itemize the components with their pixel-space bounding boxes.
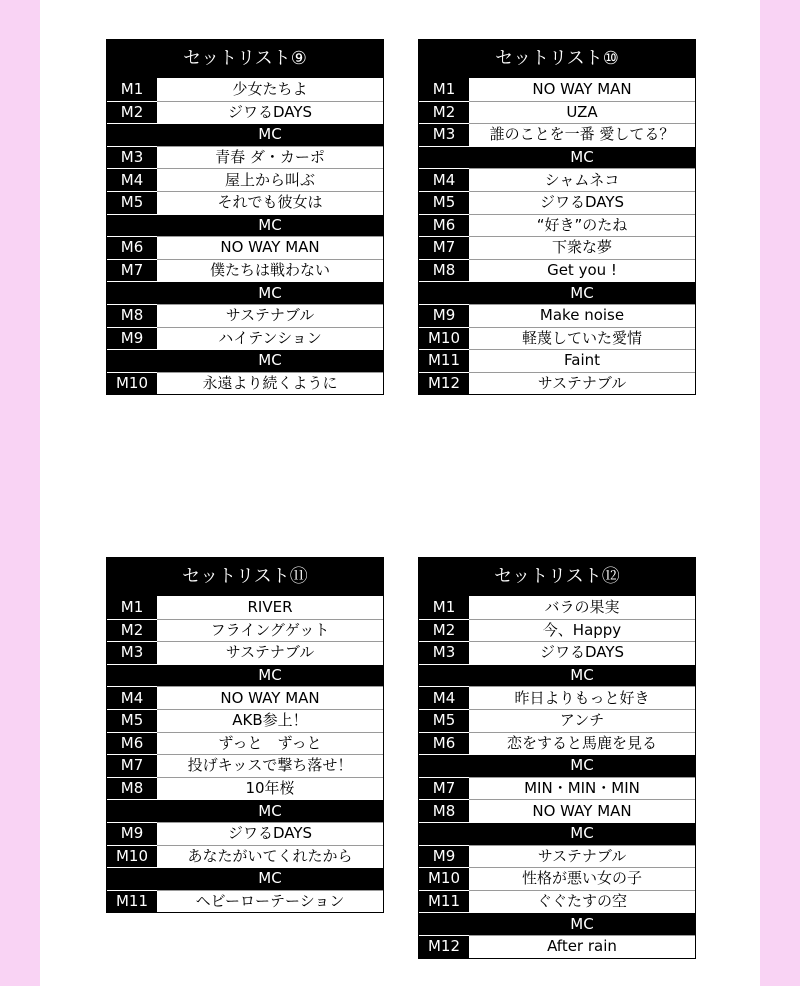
setlist-row: [419, 304, 695, 327]
track-number: M4: [419, 168, 469, 191]
mc-divider: MC: [419, 754, 695, 777]
setlist-row: [419, 101, 695, 124]
setlist-9: [106, 39, 384, 395]
song-title: Make noise: [469, 304, 695, 327]
track-number: M6: [419, 732, 469, 755]
song-title: RIVER: [247, 597, 293, 616]
setlist-title: セットリスト⑩: [419, 39, 695, 78]
setlist-row: [107, 236, 383, 259]
song-title: ずっと ずっと: [157, 732, 383, 755]
mc-divider: MC: [107, 214, 383, 237]
setlist-row: [107, 845, 383, 868]
track-number: M7: [107, 259, 157, 282]
track-number: M5: [419, 191, 469, 214]
song-title: 恋をすると馬鹿を見る: [469, 732, 695, 755]
setlist-row: [419, 214, 695, 237]
song-title: シャムネコ: [469, 168, 695, 191]
setlist-row: [107, 822, 383, 845]
setlist-row: [419, 686, 695, 709]
track-number: M10: [419, 867, 469, 890]
setlist-row: [419, 732, 695, 755]
setlist-row: [107, 304, 383, 327]
setlist-row: [419, 799, 695, 822]
song-title: “好き”のたね: [469, 214, 695, 237]
track-number: M2: [419, 619, 469, 642]
setlist-row: [107, 709, 383, 732]
song-title: サステナブル: [157, 641, 383, 664]
setlist-row: [419, 596, 695, 619]
track-number: M2: [107, 101, 157, 124]
track-number: M10: [107, 372, 157, 395]
song-title: 下衆な夢: [469, 236, 695, 259]
track-number: M12: [419, 935, 469, 958]
track-number: M1: [419, 596, 469, 619]
track-number: M2: [419, 101, 469, 124]
song-title: ジワるDAYS: [469, 191, 695, 214]
track-number: M11: [419, 349, 469, 372]
track-number: M6: [107, 732, 157, 755]
setlist-row: [107, 686, 383, 709]
setlist-row: [107, 327, 383, 350]
song-title: サステナブル: [469, 372, 695, 395]
song-title: 投げキッスで撃ち落せ！: [157, 754, 383, 777]
mc-divider: MC: [107, 123, 383, 146]
track-number: M3: [107, 146, 157, 169]
song-title: ヘビーローテーション: [157, 890, 383, 913]
setlist-row: [107, 754, 383, 777]
song-title: あなたがいてくれたから: [157, 845, 383, 868]
mc-divider: MC: [107, 867, 383, 890]
track-number: M11: [419, 890, 469, 913]
song-title: バラの果実: [544, 597, 620, 616]
setlist-row: [107, 596, 383, 619]
setlist-row: [419, 867, 695, 890]
setlist-row: [107, 890, 383, 913]
setlist-row: [419, 845, 695, 868]
song-title: それでも彼女は: [157, 191, 383, 214]
setlist-row: [419, 259, 695, 282]
track-number: M1: [419, 78, 469, 101]
setlist-title: セットリスト⑫: [419, 557, 695, 596]
track-number: M8: [107, 304, 157, 327]
mc-divider: MC: [419, 822, 695, 845]
track-number: M3: [419, 123, 469, 146]
song-title: 性格が悪い女の子: [469, 867, 695, 890]
song-title: 誰のことを一番 愛してる？: [469, 123, 695, 146]
track-number: M6: [107, 236, 157, 259]
song-title: 今、Happy: [469, 619, 695, 642]
song-title: 青春 ダ・カーポ: [157, 146, 383, 169]
setlist-row: [419, 123, 695, 146]
setlist-row: [107, 191, 383, 214]
track-number: M9: [419, 304, 469, 327]
track-number: M2: [107, 619, 157, 642]
setlist-row: [107, 259, 383, 282]
setlist-row: [419, 641, 695, 664]
setlist-row: [107, 146, 383, 169]
mc-divider: MC: [107, 664, 383, 687]
song-title: ジワるDAYS: [157, 101, 383, 124]
track-number: M6: [419, 214, 469, 237]
song-title: AKB参上！: [157, 709, 383, 732]
setlist-row: [107, 619, 383, 642]
setlist-row: [419, 619, 695, 642]
setlist-row: [419, 709, 695, 732]
document-page: [40, 0, 760, 986]
song-title: 10年桜: [157, 777, 383, 800]
mc-divider: MC: [107, 349, 383, 372]
setlist-row: [107, 641, 383, 664]
setlist-row: [419, 372, 695, 395]
song-title: ジワるDAYS: [157, 822, 383, 845]
track-number: M10: [419, 327, 469, 350]
setlist-10: [418, 39, 696, 395]
song-title: Faint: [469, 349, 695, 372]
track-number: M7: [419, 777, 469, 800]
track-number: M9: [107, 822, 157, 845]
song-title: 僕たちは戦わない: [157, 259, 383, 282]
track-number: M7: [107, 754, 157, 777]
track-number: M5: [107, 191, 157, 214]
setlist-row: [419, 191, 695, 214]
track-number: M11: [107, 890, 157, 913]
setlist-row: [419, 935, 695, 958]
song-title: After rain: [469, 935, 695, 958]
setlist-row: [107, 78, 383, 101]
setlist-row: [419, 349, 695, 372]
track-number: M8: [419, 799, 469, 822]
song-title: 昨日よりもっと好き: [469, 686, 695, 709]
song-title: ジワるDAYS: [469, 641, 695, 664]
song-title: サステナブル: [157, 304, 383, 327]
mc-divider: MC: [419, 664, 695, 687]
song-title: フライングゲット: [157, 619, 383, 642]
track-number: M9: [419, 845, 469, 868]
track-number: M1: [107, 78, 157, 101]
song-title: Get you !: [469, 259, 695, 282]
track-number: M5: [107, 709, 157, 732]
song-title: 少女たちよ: [232, 79, 308, 98]
song-title: MIN・MIN・MIN: [469, 777, 695, 800]
setlist-row: [419, 168, 695, 191]
song-title: サステナブル: [469, 845, 695, 868]
setlist-row: [107, 777, 383, 800]
song-title: NO WAY MAN: [157, 236, 383, 259]
mc-divider: MC: [419, 281, 695, 304]
setlist-row: [419, 890, 695, 913]
setlist-12: [418, 557, 696, 959]
track-number: M8: [419, 259, 469, 282]
song-title: 屋上から叫ぶ: [157, 168, 383, 191]
setlist-row: [107, 101, 383, 124]
track-number: M4: [107, 168, 157, 191]
track-number: M4: [107, 686, 157, 709]
song-title: NO WAY MAN: [532, 79, 632, 98]
setlist-row: [419, 327, 695, 350]
track-number: M8: [107, 777, 157, 800]
track-number: M7: [419, 236, 469, 259]
track-number: M12: [419, 372, 469, 395]
setlist-row: [107, 168, 383, 191]
track-number: M1: [107, 596, 157, 619]
track-number: M3: [107, 641, 157, 664]
setlist-11: [106, 557, 384, 913]
song-title: アンチ: [469, 709, 695, 732]
track-number: M4: [419, 686, 469, 709]
mc-divider: MC: [107, 281, 383, 304]
track-number: M5: [419, 709, 469, 732]
setlist-row: [107, 372, 383, 395]
setlist-row: [107, 732, 383, 755]
setlist-title: セットリスト⑪: [107, 557, 383, 596]
mc-divider: MC: [419, 912, 695, 935]
setlist-row: [419, 78, 695, 101]
song-title: ハイテンション: [157, 327, 383, 350]
song-title: NO WAY MAN: [469, 799, 695, 822]
track-number: M10: [107, 845, 157, 868]
song-title: 永遠より続くように: [157, 372, 383, 395]
song-title: 軽蔑していた愛情: [469, 327, 695, 350]
track-number: M9: [107, 327, 157, 350]
song-title: NO WAY MAN: [157, 686, 383, 709]
setlist-row: [419, 777, 695, 800]
setlist-title: セットリスト⑨: [107, 39, 383, 78]
track-number: M3: [419, 641, 469, 664]
setlist-row: [419, 236, 695, 259]
song-title: UZA: [469, 101, 695, 124]
song-title: ぐぐたすの空: [469, 890, 695, 913]
mc-divider: MC: [107, 799, 383, 822]
mc-divider: MC: [419, 146, 695, 169]
